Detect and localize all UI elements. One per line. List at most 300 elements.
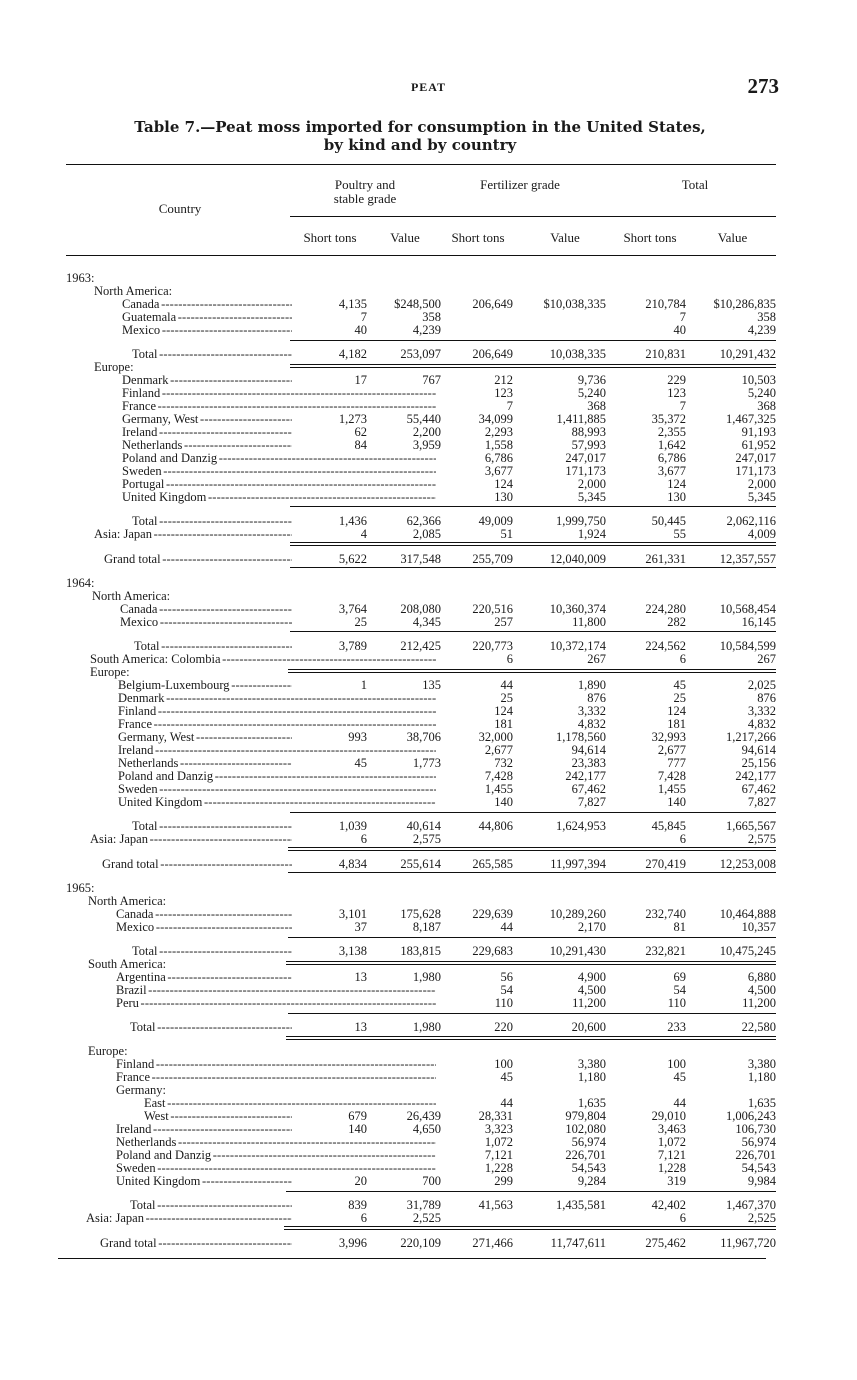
row-label: Total - - - [132,820,292,833]
row-cell: 1,039 [338,819,367,833]
column-header-poultry-line: stable grade [333,191,397,206]
row-cell: 135 [422,678,441,692]
table-row [66,921,776,934]
row-cell: 267 [757,652,776,666]
row-cell: 45 [354,756,367,770]
row-cell: 6 [506,652,513,666]
row-cell: 229,683 [472,944,513,958]
row-label: Poland and Danzig - - - [116,1149,436,1162]
row-label: France - - - [122,400,436,413]
row-cell: 1,072 [484,1135,513,1149]
row-cell: 38,706 [406,730,441,744]
table-row [66,387,776,400]
table-row [66,1058,776,1071]
row-cell: 31,789 [406,1198,441,1212]
row-cell: 6,786 [657,451,686,465]
row-cell: 253,097 [400,347,441,361]
row-cell: 32,993 [651,730,686,744]
row-cell: 10,291,432 [719,347,776,361]
row-cell: 979,804 [565,1109,606,1123]
row-label: Canada - - - [120,603,292,616]
row-cell: 1,273 [338,412,367,426]
row-cell: 220,109 [400,1236,441,1250]
row-cell: 3,764 [338,602,367,616]
row-cell: $10,038,335 [543,297,606,311]
row-cell: 10,464,888 [719,907,776,921]
row-cell: 3,463 [657,1122,686,1136]
table-row [66,1071,776,1084]
row-cell: 10,475,245 [719,944,776,958]
row-cell: 242,177 [735,769,776,783]
row-cell: 4,239 [747,323,776,337]
row-cell: 91,193 [741,425,776,439]
row-cell: 993 [348,730,367,744]
row-cell: 247,017 [565,451,606,465]
row-cell: 13 [354,1020,367,1034]
row-cell: 10,289,260 [549,907,606,921]
row-cell: 11,800 [572,615,606,629]
row-label: South America: [88,958,167,971]
section-rule [286,964,776,965]
row-cell: 20 [354,1174,367,1188]
row-cell: 1,467,325 [726,412,776,426]
row-cell: 1,228 [484,1161,513,1175]
row-cell: 45 [673,678,686,692]
row-cell: 123 [494,386,513,400]
row-cell: 171,173 [735,464,776,478]
running-head: PEAT [410,80,447,94]
row-cell: 10,584,599 [719,639,776,653]
row-cell: 5,345 [747,490,776,504]
row-cell: 62,366 [406,514,441,528]
row-cell: 4,345 [412,615,441,629]
row-label: United Kingdom - - - [118,796,436,809]
row-cell: 40,614 [406,819,441,833]
row-label: North America: [92,590,171,603]
row-cell: 2,677 [484,743,513,757]
row-cell: 4,135 [338,297,367,311]
row-cell: 44 [500,678,513,692]
row-cell: 1,455 [657,782,686,796]
row-label: Grand total - - - [100,1237,292,1250]
table-row [66,491,776,504]
row-cell: 2,062,116 [726,514,776,528]
row-label: Germany, West - - - [118,731,292,744]
row-cell: $248,500 [394,297,441,311]
row-cell: 255,614 [400,857,441,871]
row-cell: 1,642 [657,438,686,452]
row-cell: 17 [354,373,367,387]
row-cell: 124 [494,704,513,718]
subheader-value: Value [717,230,748,245]
sum-rule [286,1191,776,1192]
row-cell: 3,323 [484,1122,513,1136]
header-bottom-rule [66,255,776,256]
row-cell: 2,355 [657,425,686,439]
row-cell: 67,462 [571,782,606,796]
subheader-short-tons: Short tons [623,230,677,245]
subheader-value: Value [550,230,580,245]
row-cell: 140 [348,1122,367,1136]
row-cell: 6 [360,1211,367,1225]
subheader-value: Value [390,230,420,245]
row-cell: 10,503 [741,373,776,387]
row-label: Denmark - - - [118,692,436,705]
sum-rule [290,545,776,546]
row-cell: 45,845 [651,819,686,833]
table-row [66,679,776,692]
table-row [66,1237,776,1250]
row-cell: 181 [494,717,513,731]
row-cell: 2,293 [484,425,513,439]
table-row [66,348,776,361]
row-cell: 1,635 [577,1096,606,1110]
row-cell: 232,740 [645,907,686,921]
table-row [66,1021,776,1034]
row-label: United Kingdom - - - [122,491,436,504]
row-cell: 1,980 [412,970,441,984]
row-cell: 7 [506,399,513,413]
row-label: Grand total - - - [102,858,292,871]
row-cell: 265,585 [472,857,513,871]
table-row [66,640,776,653]
table-row [66,553,776,566]
row-cell: 183,815 [400,944,441,958]
table-row [66,997,776,1010]
row-cell: 16,145 [741,615,776,629]
table-row [66,577,776,590]
row-cell: 81 [673,920,686,934]
row-cell: 2,575 [747,832,776,846]
row-cell: 1,180 [747,1070,776,1084]
table-row [66,616,776,629]
row-cell: 6 [679,1211,686,1225]
row-cell: 9,284 [577,1174,606,1188]
row-cell: 124 [494,477,513,491]
sum-rule [290,542,776,543]
column-header-total: Total [681,177,709,192]
row-cell: 55 [673,527,686,541]
row-cell: 3,332 [577,704,606,718]
row-cell: 11,747,611 [550,1236,606,1250]
column-header-poultry-line: Poultry and [334,177,396,192]
row-cell: 270,419 [645,857,686,871]
section-rule [290,367,776,368]
sum-rule [286,1039,776,1040]
row-label: South America: Colombia - - - [90,653,436,666]
row-cell: 839 [348,1198,367,1212]
row-label: Portugal - - - [122,478,436,491]
row-cell: 2,000 [577,477,606,491]
row-cell: 25 [500,691,513,705]
row-label: Netherlands - - - [116,1136,436,1149]
row-label: Finland - - - [116,1058,436,1071]
row-cell: 49,009 [478,514,513,528]
row-cell: 2,000 [747,477,776,491]
row-label: Total - - - [132,348,292,361]
row-cell: $10,286,835 [713,297,776,311]
row-cell: 41,563 [478,1198,513,1212]
row-cell: 40 [673,323,686,337]
row-cell: 124 [667,477,686,491]
row-label: North America: [88,895,167,908]
row-label: Belgium-Luxembourg - - - [118,679,292,692]
row-cell: 1,217,266 [726,730,776,744]
row-cell: 1,436 [338,514,367,528]
row-cell: 28,331 [478,1109,513,1123]
section-rule [288,672,776,673]
row-label: Total - - - [132,515,292,528]
bottom-rule [58,1258,766,1259]
row-cell: 7,121 [657,1148,686,1162]
sum-rule [290,506,776,507]
row-cell: 3,959 [412,438,441,452]
sum-rule [284,1229,776,1230]
row-label: Asia: Japan - - - [90,833,292,846]
row-cell: 275,462 [645,1236,686,1250]
row-cell: 32,000 [478,730,513,744]
row-cell: 247,017 [735,451,776,465]
sum-rule [288,847,776,848]
row-label: Netherlands - - - [122,439,292,452]
row-label: Finland - - - [122,387,436,400]
table-row [66,971,776,984]
row-cell: 54 [500,983,513,997]
row-cell: 54,543 [741,1161,776,1175]
row-cell: 25 [673,691,686,705]
row-label: Netherlands - - - [118,757,292,770]
row-cell: 94,614 [741,743,776,757]
row-cell: 1 [360,678,367,692]
row-cell: 37 [354,920,367,934]
row-cell: 226,701 [565,1148,606,1162]
row-cell: 2,525 [412,1211,441,1225]
table-title-line: Table 7.—Peat moss imported for consumption in the United States, [134,118,706,136]
row-cell: 3,101 [338,907,367,921]
row-cell: 69 [673,970,686,984]
row-cell: 130 [494,490,513,504]
row-cell: 732 [494,756,513,770]
page-number: 273 [747,74,779,98]
row-label: Argentina - - - [116,971,292,984]
row-cell: 45 [500,1070,513,1084]
row-label: Total - - - [132,945,292,958]
row-cell: 210,784 [645,297,686,311]
row-label: Guatemala - - - [122,311,292,324]
row-cell: 54 [673,983,686,997]
row-label: Germany, West - - - [122,413,292,426]
row-label: Sweden - - - [122,465,436,478]
row-cell: 317,548 [400,552,441,566]
row-cell: 9,984 [747,1174,776,1188]
row-cell: 4,650 [412,1122,441,1136]
table-row [66,1175,776,1188]
row-cell: 34,099 [478,412,513,426]
row-cell: 100 [494,1057,513,1071]
row-cell: 2,170 [577,920,606,934]
row-cell: 1,228 [657,1161,686,1175]
row-cell: 11,967,720 [720,1236,776,1250]
row-cell: 3,138 [338,944,367,958]
row-cell: 229 [667,373,686,387]
row-label: Total - - - [130,1021,292,1034]
row-cell: 57,993 [571,438,606,452]
sum-rule [288,937,776,938]
row-cell: 44 [500,1096,513,1110]
row-label: Brazil - - - [116,984,436,997]
sum-rule [290,631,776,632]
column-header-fertilizer: Fertilizer grade [480,177,560,192]
row-cell: 2,677 [657,743,686,757]
row-cell: 212 [494,373,513,387]
row-cell: 7 [679,310,686,324]
row-cell: 7,428 [484,769,513,783]
row-cell: 319 [667,1174,686,1188]
column-header-country: Country [158,201,202,216]
row-cell: 54,543 [571,1161,606,1175]
row-cell: 876 [587,691,606,705]
row-cell: 44 [673,1096,686,1110]
row-label: West - - - [144,1110,292,1123]
row-label: United Kingdom - - - [116,1175,292,1188]
row-cell: 358 [757,310,776,324]
row-cell: 1,072 [657,1135,686,1149]
row-cell: 1,178,560 [556,730,606,744]
row-cell: 1,999,750 [556,514,606,528]
row-cell: 368 [757,399,776,413]
row-cell: 12,040,009 [549,552,606,566]
sum-rule [290,812,776,813]
row-cell: 11,200 [742,996,776,1010]
row-cell: 4,500 [747,983,776,997]
table-title [60,118,780,154]
row-cell: 23,383 [571,756,606,770]
table-row [66,1212,776,1225]
row-cell: 102,080 [565,1122,606,1136]
row-cell: 4,834 [338,857,367,871]
subheader-short-tons: Short tons [451,230,505,245]
row-cell: 26,439 [406,1109,441,1123]
row-cell: 6 [679,832,686,846]
row-label: Europe: [88,1045,128,1058]
table-row [66,882,776,895]
row-cell: 220,773 [472,639,513,653]
row-cell: 220,516 [472,602,513,616]
row-cell: 8,187 [412,920,441,934]
row-cell: 224,280 [645,602,686,616]
row-cell: 1,006,243 [726,1109,776,1123]
row-cell: 171,173 [565,464,606,478]
row-cell: 7,827 [577,795,606,809]
row-cell: 62 [354,425,367,439]
row-cell: 11,997,394 [550,857,606,871]
row-cell: 56 [500,970,513,984]
row-cell: 4,832 [747,717,776,731]
row-cell: 1,773 [412,756,441,770]
row-cell: 1,980 [412,1020,441,1034]
row-cell: 4,182 [338,347,367,361]
row-cell: 4,900 [577,970,606,984]
row-cell: 1,411,885 [556,412,606,426]
row-label: 1964: [66,577,95,590]
row-cell: 12,357,557 [719,552,776,566]
section-rule [290,364,776,365]
row-cell: 10,372,174 [549,639,606,653]
table-row [66,653,776,666]
sum-rule [288,872,776,873]
row-cell: 232,821 [645,944,686,958]
table-title-line: by kind and by country [323,136,517,154]
row-cell: 110 [667,996,686,1010]
row-cell: 84 [354,438,367,452]
row-cell: 13 [354,970,367,984]
row-cell: 3,789 [338,639,367,653]
row-label: Europe: [94,361,134,374]
row-cell: 1,435,581 [556,1198,606,1212]
row-cell: 3,380 [577,1057,606,1071]
row-cell: 767 [422,373,441,387]
row-cell: 140 [667,795,686,809]
row-label: North America: [94,285,173,298]
row-cell: 5,240 [747,386,776,400]
row-label: Mexico - - - [116,921,292,934]
row-cell: 42,402 [651,1198,686,1212]
row-cell: 9,736 [577,373,606,387]
row-label: Mexico - - - [120,616,292,629]
sum-rule [284,1226,776,1227]
row-cell: 94,614 [571,743,606,757]
row-cell: 140 [494,795,513,809]
row-cell: 2,525 [747,1211,776,1225]
row-label: Canada - - - [122,298,292,311]
row-cell: 206,649 [472,347,513,361]
table-row [66,858,776,871]
row-cell: 229,639 [472,907,513,921]
row-cell: 261,331 [645,552,686,566]
row-cell: 20,600 [571,1020,606,1034]
row-cell: 10,357 [741,920,776,934]
row-cell: 51 [500,527,513,541]
row-label: Ireland - - - [118,744,436,757]
row-cell: 242,177 [565,769,606,783]
row-cell: 4 [360,527,367,541]
row-cell: 11,200 [572,996,606,1010]
section-rule [286,961,776,962]
row-cell: 3,677 [657,464,686,478]
row-cell: 6,786 [484,451,513,465]
row-label: Asia: Japan - - - [94,528,292,541]
row-label: Total - - - [134,640,292,653]
row-cell: 181 [667,717,686,731]
row-cell: 220 [494,1020,513,1034]
row-cell: 257 [494,615,513,629]
row-label: France - - - [118,718,436,731]
subheader-short-tons: Short tons [303,230,357,245]
row-cell: 55,440 [406,412,441,426]
row-cell: 267 [587,652,606,666]
row-cell: 130 [667,490,686,504]
row-cell: 7 [679,399,686,413]
row-label: Poland and Danzig - - - [118,770,436,783]
row-cell: 106,730 [735,1122,776,1136]
row-cell: 25 [354,615,367,629]
row-cell: 10,568,454 [719,602,776,616]
row-cell: 4,239 [412,323,441,337]
row-cell: 5,240 [577,386,606,400]
row-label: Ireland - - - [116,1123,292,1136]
row-cell: 3,332 [747,704,776,718]
row-cell: 10,360,374 [549,602,606,616]
